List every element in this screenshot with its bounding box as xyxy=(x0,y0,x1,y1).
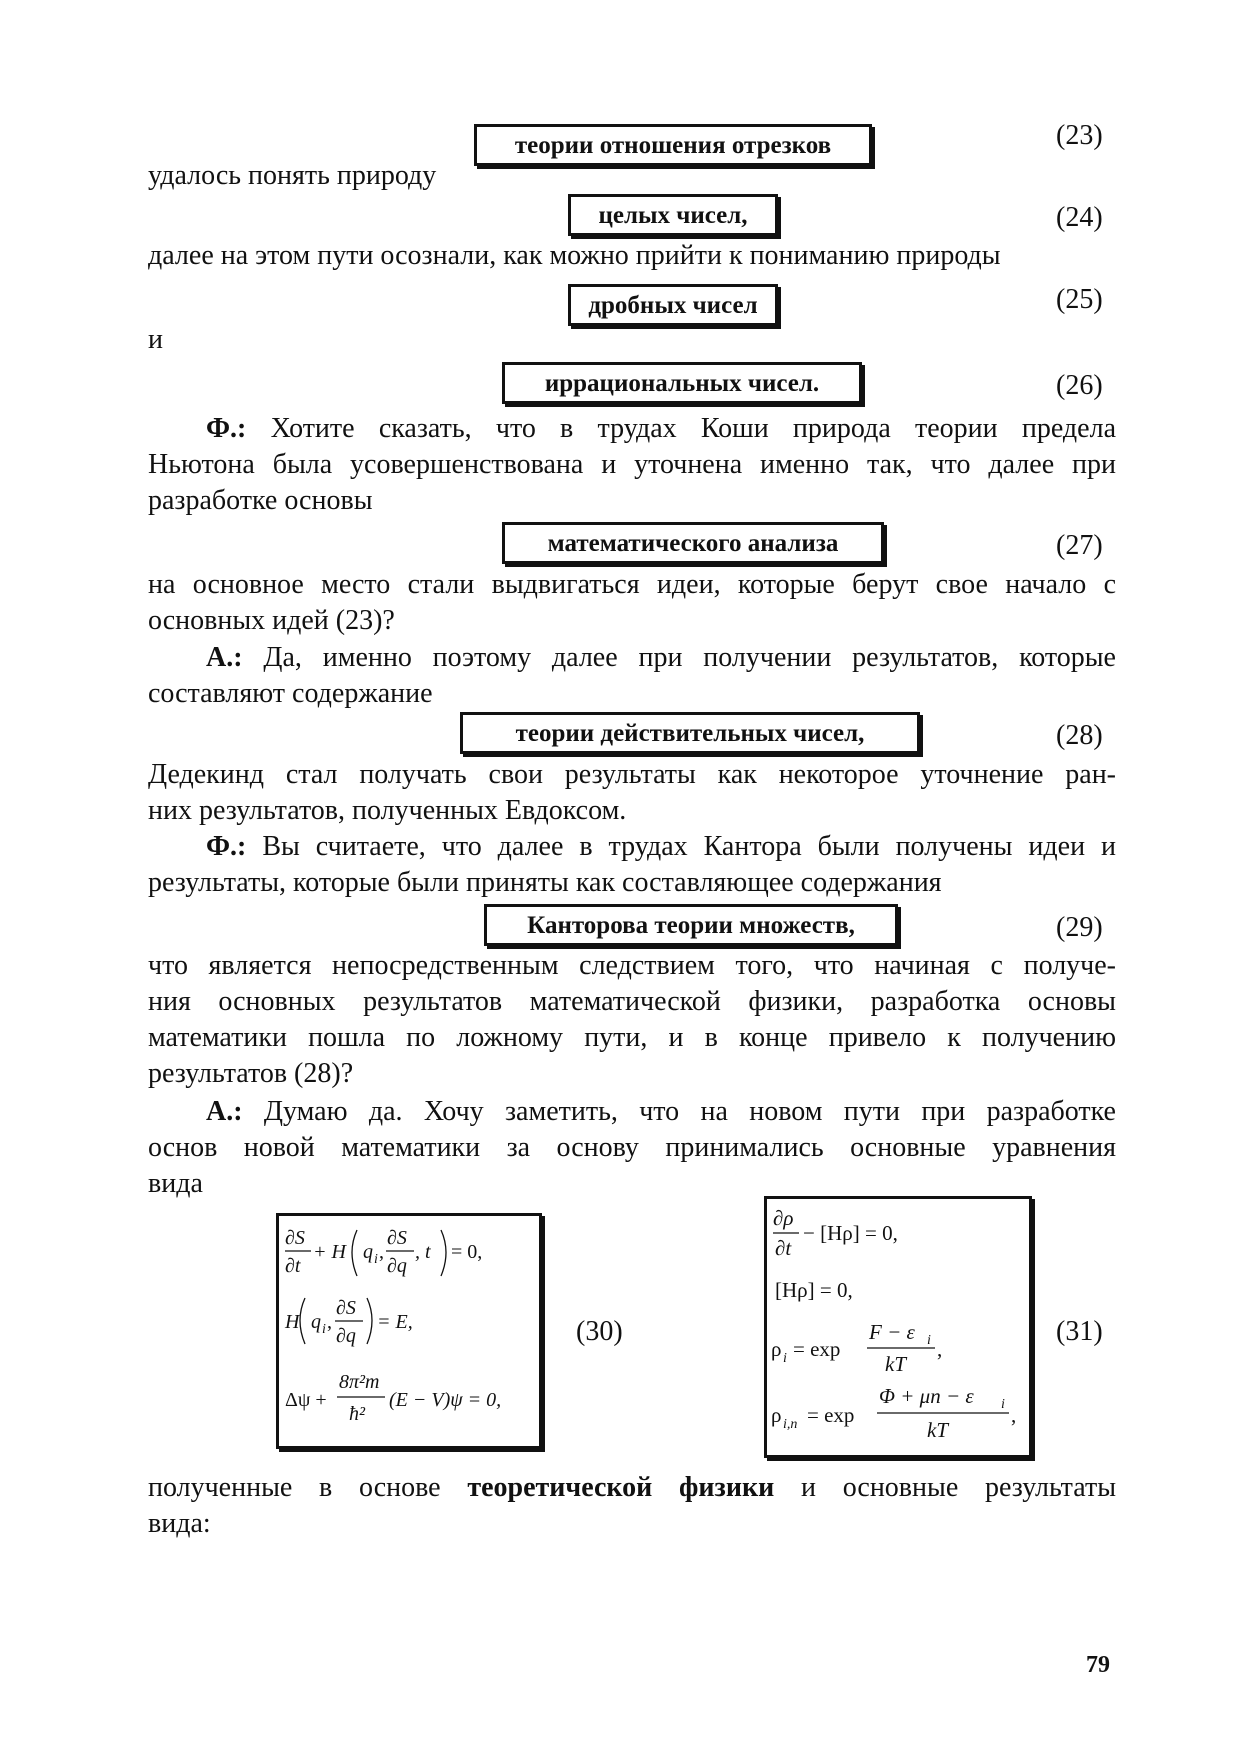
text-line: что является непосредственным следствием того, что начиная с получе- xyxy=(148,950,1116,981)
text-line: основ новой математики за основу принимались основные уравнения xyxy=(148,1132,1116,1163)
eq2-pre: H xyxy=(285,1311,300,1333)
boxed-term-29 xyxy=(484,904,898,946)
boxed-term-text: Канторова теории множеств, xyxy=(527,912,855,939)
speaker-label: Ф.: xyxy=(206,413,247,444)
text-span: Вы считаете, что далее в трудах Кантора были получены идеи и xyxy=(246,831,1116,862)
eq1-lhs-den: ∂t xyxy=(285,1255,301,1277)
text-line: вида: xyxy=(148,1508,211,1539)
text-span: Хотите сказать, что в трудах Коши природа теории предела xyxy=(246,413,1116,444)
formula-box-30 xyxy=(276,1213,542,1449)
eq2-rhs: = E, xyxy=(377,1311,413,1333)
boxed-term-text: целых чисел, xyxy=(598,202,748,229)
speaker-label: А.: xyxy=(206,642,243,673)
comma: , xyxy=(379,1241,384,1263)
eq3-num: F − ε xyxy=(869,1320,915,1344)
eq3-num: 8π²m xyxy=(339,1371,380,1393)
text-line: ния основных результатов математической физики, разработка основы xyxy=(148,986,1116,1017)
text-line: вида xyxy=(148,1168,203,1199)
text-line: математики пошла по ложному пути, и в конце привело к получению xyxy=(148,1022,1116,1053)
speaker-label: А.: xyxy=(206,1096,243,1127)
eq4-lhs: ρ xyxy=(771,1403,782,1427)
eq1-num: ∂ρ xyxy=(773,1206,794,1230)
eq1-q: q xyxy=(363,1241,373,1263)
eq3-lhs-sub: i xyxy=(783,1351,787,1366)
equation-number: (29) xyxy=(1056,912,1103,943)
eq3-num-sub: i xyxy=(927,1333,931,1348)
text-line: составляют содержание xyxy=(148,678,433,709)
eq2: [Hρ] = 0, xyxy=(775,1278,853,1302)
eq4-lhs-sub: i,n xyxy=(783,1417,798,1432)
eq4-den: kT xyxy=(927,1418,948,1442)
boxed-term-text: дробных чисел xyxy=(588,292,758,319)
equation-number: (27) xyxy=(1056,530,1103,561)
eq1-lhs-num: ∂S xyxy=(285,1227,305,1249)
boxed-term-28 xyxy=(460,712,920,754)
text-line: на основное место стали выдвигаться идеи, которые берут свое начало с xyxy=(148,569,1116,600)
text-line: результаты, которые были приняты как составляющее содержания xyxy=(148,867,942,898)
page-number: 79 xyxy=(1086,1652,1110,1678)
eq4-mid: = exp xyxy=(807,1403,855,1427)
eq1-den: ∂t xyxy=(775,1236,792,1260)
text-line: удалось понять природу xyxy=(148,160,437,191)
boxed-term-26 xyxy=(502,362,862,404)
eq4-num-sub: i xyxy=(1001,1397,1005,1412)
eq3-rhs: (E − V)ψ = 0, xyxy=(389,1389,502,1411)
formula-box-31 xyxy=(764,1196,1032,1458)
boxed-term-text: теории действительных чисел, xyxy=(515,720,865,747)
equation-number: (31) xyxy=(1056,1316,1103,1347)
eq3-den: kT xyxy=(885,1352,906,1376)
eq2-q-sub: i xyxy=(322,1322,326,1337)
equation-number: (23) xyxy=(1056,120,1103,151)
text-line: Дедекинд стал получать свои результаты как некоторое уточнение ран- xyxy=(148,759,1116,790)
text-line: разработке основы xyxy=(148,485,373,516)
boxed-term-text: иррациональных чисел. xyxy=(544,370,820,397)
eq1-rhs: − [Hρ] = 0, xyxy=(803,1221,898,1245)
formula-30 xyxy=(279,1216,539,1446)
eq3-pre: Δψ + xyxy=(285,1389,327,1411)
text-line xyxy=(148,1094,1116,1130)
equation-number: (30) xyxy=(576,1316,623,1347)
eq2-frac-num: ∂S xyxy=(336,1297,356,1319)
eq3-lhs: ρ xyxy=(771,1337,782,1361)
text-line: основных идей (23)? xyxy=(148,605,395,636)
boxed-term-25 xyxy=(568,284,778,326)
eq3-mid: = exp xyxy=(793,1337,841,1361)
text-line xyxy=(148,1470,1116,1506)
eq1-frac-den: ∂q xyxy=(387,1255,407,1277)
eq4-num: Φ + μn − ε xyxy=(879,1384,974,1408)
eq4-tail: , xyxy=(1011,1403,1017,1427)
eq3-den: ħ² xyxy=(349,1403,365,1425)
boxed-term-27 xyxy=(502,522,884,564)
text-line: и xyxy=(148,324,163,355)
text-line: них результатов, полученных Евдоксом. xyxy=(148,795,627,826)
eq1-frac-num: ∂S xyxy=(387,1227,407,1249)
eq1-tail: , t xyxy=(415,1241,431,1263)
equation-number: (25) xyxy=(1056,284,1103,315)
text-span: Думаю да. Хочу заметить, что на новом пути при разработке xyxy=(242,1096,1116,1127)
text-span: Да, именно поэтому далее при получении результатов, которые xyxy=(242,642,1116,673)
eq1-mid: + H xyxy=(313,1241,346,1263)
eq1-rhs: = 0, xyxy=(451,1241,483,1263)
equation-number: (24) xyxy=(1056,202,1103,233)
text-span: полученные в основе xyxy=(148,1472,468,1503)
eq3-tail: , xyxy=(937,1337,943,1361)
boxed-term-text: теории отношения отрезков xyxy=(514,132,832,159)
speaker-label: Ф.: xyxy=(206,831,247,862)
text-line: результатов (28)? xyxy=(148,1058,354,1089)
bold-term: теоретической физики xyxy=(467,1472,775,1503)
boxed-term-24 xyxy=(568,194,778,236)
formula-31 xyxy=(767,1199,1029,1455)
boxed-term-text: математического анализа xyxy=(547,530,839,557)
text-line xyxy=(148,640,1116,676)
equation-number: (26) xyxy=(1056,370,1103,401)
comma: , xyxy=(327,1311,332,1333)
text-line: далее на этом пути осознали, как можно прийти к пониманию природы xyxy=(148,240,1001,271)
text-span: и основные результаты xyxy=(774,1472,1117,1503)
text-line xyxy=(148,829,1116,865)
text-line xyxy=(148,411,1116,447)
eq2-frac-den: ∂q xyxy=(336,1325,356,1347)
eq1-q-sub: i xyxy=(374,1252,378,1267)
eq2-q: q xyxy=(311,1311,321,1333)
equation-number: (28) xyxy=(1056,720,1103,751)
text-line: Ньютона была усовершенствована и уточнена именно так, что далее при xyxy=(148,449,1116,480)
